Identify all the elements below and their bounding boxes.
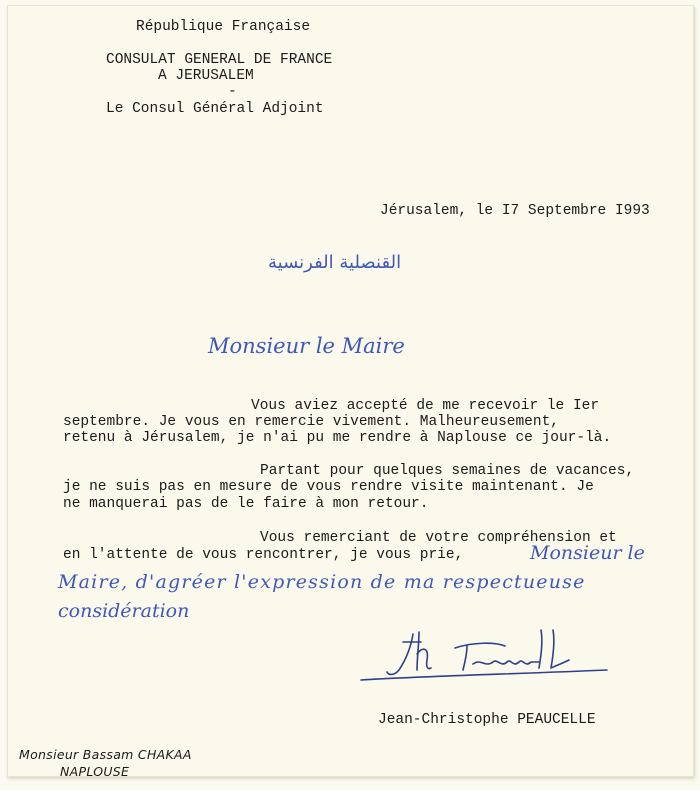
arabic-annotation: القنصلية الفرنسية — [268, 252, 402, 273]
salutation: Monsieur le Maire — [208, 334, 405, 358]
body-p2-line1: Partant pour quelques semaines de vacances, — [260, 463, 635, 479]
body-p2-line3: ne manquerai pas de le faire à mon retour. — [63, 496, 429, 512]
closing-handwritten-line1: Monsieur le — [530, 542, 645, 564]
body-p1-line3: retenu à Jérusalem, je n'ai pu me rendre à Naplouse ce jour-là. — [63, 430, 612, 446]
body-p1-line2: septembre. Je vous en remercie vivement. Malheureusement, — [63, 414, 559, 430]
date-line: Jérusalem, le I7 Septembre I993 — [380, 203, 650, 219]
body-p3-line1: Vous remerciant de votre compréhension et — [260, 530, 617, 546]
body-p2-line2: je ne suis pas en mesure de vous rendre visite maintenant. Je — [63, 479, 594, 495]
letterhead-office: Le Consul Général Adjoint — [106, 101, 324, 117]
body-p3-line2: en l'attente de vous rencontrer, je vous prie, — [63, 547, 464, 563]
letterhead-consulate-line1: CONSULAT GENERAL DE FRANCE — [106, 52, 333, 68]
closing-handwritten-line2: Maire, d'agréer l'expression de ma respectueuse — [58, 571, 586, 593]
signer-name: Jean-Christophe PEAUCELLE — [378, 712, 596, 728]
recipient-city: NAPLOUSE — [60, 764, 130, 779]
letterhead-republic: République Française — [136, 19, 311, 35]
body-p1-line1: Vous aviez accepté de me recevoir le Ier — [251, 398, 600, 414]
closing-handwritten-line3: considération — [58, 600, 190, 622]
letterhead-dash: - — [228, 84, 237, 100]
signature-image — [355, 620, 615, 690]
recipient-name: Monsieur Bassam CHAKAA — [19, 747, 192, 762]
letterhead-consulate-line2: A JERUSALEM — [158, 68, 254, 84]
